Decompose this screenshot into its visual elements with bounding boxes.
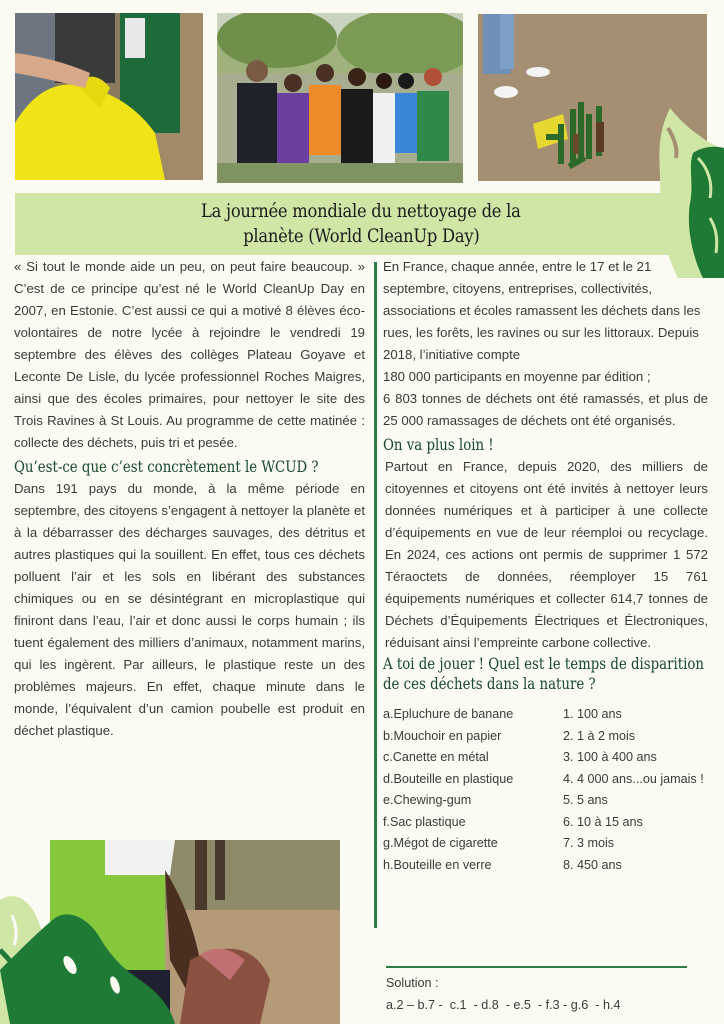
section-heading-further: On va plus loin ! <box>383 436 494 454</box>
quiz-item: d.Bouteille en plastique <box>383 771 514 786</box>
right-column <box>383 256 708 876</box>
quiz-answer: 2. 1 à 2 mois <box>563 728 636 743</box>
quiz-row <box>383 790 708 812</box>
quiz-list <box>383 704 708 876</box>
quiz-item: h.Bouteille en verre <box>383 857 492 872</box>
page-title-line-1: La journée mondiale du nettoyage de la <box>201 200 521 222</box>
intro-paragraph: « Si tout le monde aide un peu, on peut faire beaucoup. » C’est de ce principe qu’est né le World CleanUp Day en 2007, en Estonie. C’est aussi ce qui a motivé 8 élèves éco-volontaires de notre lycée à rejoindre le vendredi 19 septembre des élèves des collèges Plateau Goyave et Leconte De Lisle, du lycée professionnel Roches Maigres, ainsi que des écoles primaires, pour nettoyer le site des Trois Ravines à St Louis. Au programme de cette matinée : collecte des déchets, puis tri et pesée. <box>14 259 365 450</box>
solution-block <box>386 972 621 1016</box>
solution-text: a.2 – b.7 - c.1 - d.8 - e.5 - f.3 - g.6 - h.4 <box>386 998 621 1012</box>
title-banner <box>15 193 707 255</box>
quiz-row <box>383 726 708 748</box>
quiz-answer: 4. 4 000 ans...ou jamais ! <box>563 771 704 786</box>
solution-label: Solution : <box>386 976 439 990</box>
left-column <box>14 256 365 742</box>
quiz-item: c.Canette en métal <box>383 750 489 764</box>
quiz-answer: 3. 100 à 400 ans <box>563 750 657 764</box>
quiz-answer: 5. 5 ans <box>563 793 608 807</box>
quiz-row <box>383 747 708 769</box>
photo-glass-bottles <box>478 14 707 181</box>
wcud-paragraph: Dans 191 pays du monde, à la même période en septembre, des citoyens s’engagent à nettoyer la planète et à la débarrasser des décharges sauvages, des détritus et autres plastiques qui la souillent. En effet, tous ces déchets polluent l’air et les sols en libérant des substances chimiques ou en se désintégrant en microplastique qui finiront dans l’eau, l’air et donc aussi le corps humain ; ils tuent également des milliers d’animaux, notamment marins, qui les ingèrent. Par ailleurs, le plastique reste un des problèmes majeurs. En effet, chaque minute dans le monde, l’équivalent d’un camion poubelle est produit en déchet plastique. <box>14 481 365 738</box>
quiz-answer: 6. 10 à 15 ans <box>563 814 643 829</box>
photo-students-group <box>217 13 463 183</box>
column-divider <box>374 262 377 928</box>
quiz-row <box>383 704 708 726</box>
quiz-answer: 7. 3 mois <box>563 836 615 850</box>
quiz-row <box>383 833 708 855</box>
quiz-item: a.Epluchure de banane <box>383 707 514 721</box>
quiz-item: f.Sac plastique <box>383 814 466 829</box>
quiz-row <box>383 855 708 877</box>
section-heading-quiz: A toi de jouer ! Quel est le temps de disparition de ces déchets dans la nature ? <box>383 655 704 693</box>
quiz-row <box>383 812 708 834</box>
quiz-answer: 1. 100 ans <box>563 707 622 721</box>
stat-participants: 180 000 participants en moyenne par édition ; <box>383 369 651 384</box>
quiz-row <box>383 769 708 791</box>
quiz-answer: 8. 450 ans <box>563 857 622 872</box>
photo-volunteer-collecting <box>50 840 340 1024</box>
quiz-item: g.Mégot de cigarette <box>383 836 498 850</box>
stat-tonnes: 6 803 tonnes de déchets ont été ramassés, et plus de 25 000 ramassages de déchets ont été organisés. <box>383 391 708 428</box>
quiz-item: e.Chewing-gum <box>383 793 472 807</box>
quiz-item: b.Mouchoir en papier <box>383 728 502 743</box>
solution-divider <box>386 966 687 968</box>
page-title-line-2: planète (World CleanUp Day) <box>242 225 480 247</box>
photo-yellow-garbage-bag <box>15 13 203 180</box>
further-paragraph: Partout en France, depuis 2020, des milliers de citoyennes et citoyens ont été invités à nettoyer leurs données numériques et à participer à une collecte d’équipements en vue de leur réemploi ou recyclage. En 2024, ces actions ont permis de supprimer 1 572 Téraoctets de données, réemployer 15 761 équipements numériques et collecter 614,7 tonnes de Déchets d’Équipements Électriques et Électroniques, réduisant ainsi l’empreinte carbone collective. <box>385 459 708 650</box>
section-heading-wcud: Qu’est-ce que c’est concrètement le WCUD ? <box>14 458 319 476</box>
france-paragraph: En France, chaque année, entre le 17 et le 21 septembre, citoyens, entreprises, collectivités, associations et écoles ramassent les déchets dans les rues, les forêts, les ravines ou sur les littoraux. Depuis 2018, l’initiative compte <box>383 259 701 362</box>
